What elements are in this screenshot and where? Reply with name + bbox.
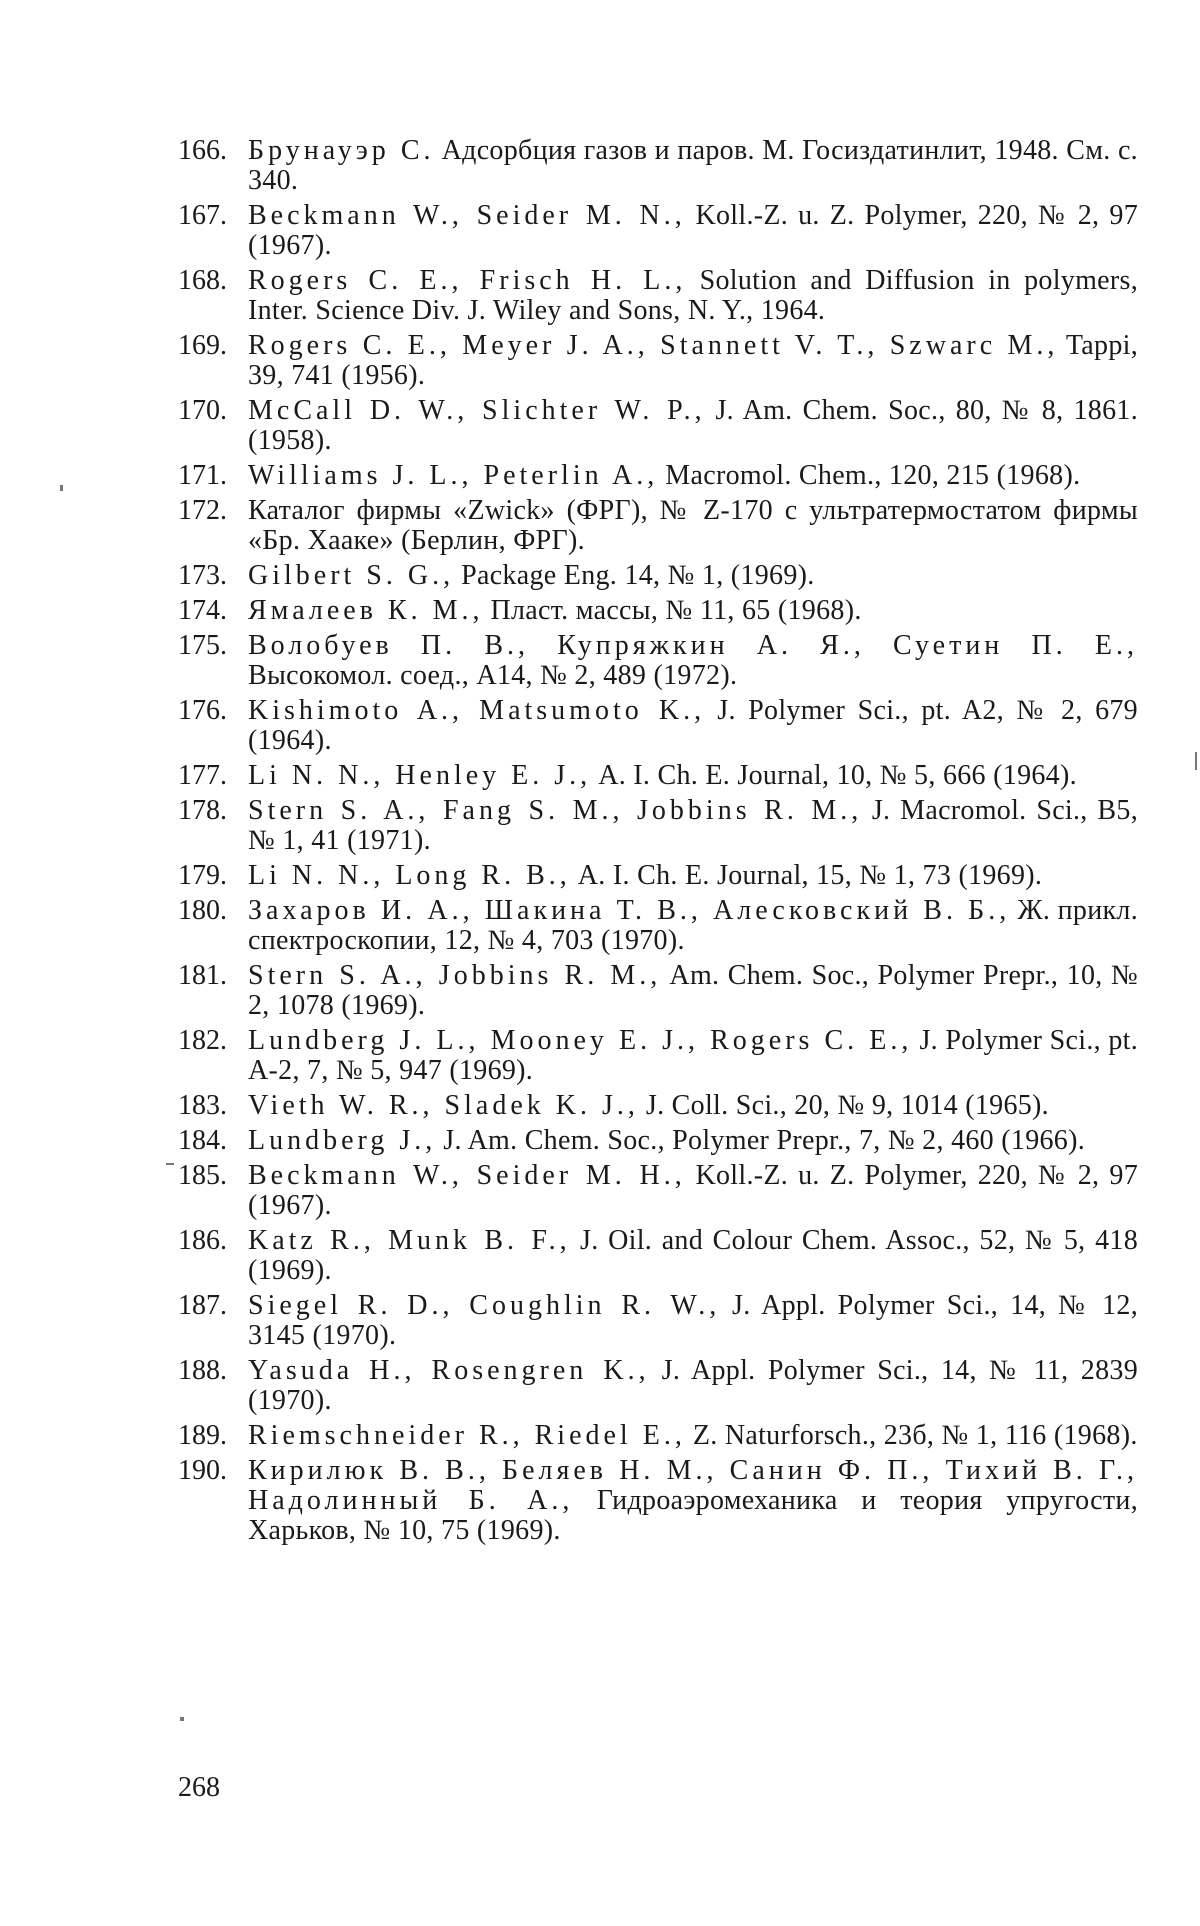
reference-authors: Li N. N., Henley E. J., xyxy=(248,760,592,791)
reference-details: Am. Chem. Soc., Polymer Prepr., 10, № 2, 1078 (1969). xyxy=(248,960,1139,1021)
reference-item xyxy=(178,596,1138,626)
reference-details: J. Polymer Sci., pt. A-2, 7, № 5, 947 (1969). xyxy=(248,1025,1139,1086)
scan-mark xyxy=(60,485,63,491)
reference-item xyxy=(178,861,1138,891)
reference-item xyxy=(178,696,1138,756)
reference-item xyxy=(178,1456,1138,1546)
reference-item xyxy=(178,1161,1138,1221)
reference-number: 176. xyxy=(178,695,227,726)
reference-authors: Katz R., Munk B. F., xyxy=(248,1225,571,1256)
reference-number: 187. xyxy=(178,1290,227,1321)
reference-number: 180. xyxy=(178,895,227,926)
reference-details: Solution and Diffusion in polymers, Inter. Science Div. J. Wiley and Sons, N. Y., 1964. xyxy=(248,265,1138,326)
reference-item xyxy=(178,1356,1138,1416)
reference-details: Package Eng. 14, № 1, (1969). xyxy=(461,560,815,591)
reference-item xyxy=(178,496,1138,556)
reference-details: Пласт. массы, № 11, 65 (1968). xyxy=(490,595,862,626)
reference-number: 190. xyxy=(178,1455,227,1486)
reference-number: 181. xyxy=(178,960,227,991)
reference-item xyxy=(178,1226,1138,1286)
reference-authors: Захаров И. А., Шакина Т. В., Алесковский В. Б., xyxy=(248,895,1011,926)
reference-details: Адсорбция газов и паров. М. Госиздатинлит, 1948. См. с. 340. xyxy=(248,135,1138,196)
reference-authors: Кирилюк В. В., Беляев Н. М., Санин Ф. П., Тихий В. Г., Надолинный Б. А., xyxy=(248,1455,1138,1516)
reference-number: 186. xyxy=(178,1225,227,1256)
reference-number: 167. xyxy=(178,200,227,231)
reference-details: Koll.-Z. u. Z. Polymer, 220, № 2, 97 (1967). xyxy=(248,1160,1138,1221)
reference-number: 182. xyxy=(178,1025,227,1056)
reference-authors: McCall D. W., Slichter W. P., xyxy=(248,395,706,426)
scan-mark xyxy=(166,1163,174,1165)
reference-number: 174. xyxy=(178,595,227,626)
reference-authors: Волобуев П. В., Купряжкин А. Я., Суетин П. Е., xyxy=(248,630,1138,661)
reference-details: J. Coll. Sci., 20, № 9, 1014 (1965). xyxy=(645,1090,1049,1121)
reference-details: A. I. Ch. E. Journal, 15, № 1, 73 (1969). xyxy=(577,860,1043,891)
reference-details: Высокомол. соед., А14, № 2, 489 (1972). xyxy=(248,660,738,691)
reference-details: Гидроаэромеханика и теория упругости, Харьков, № 10, 75 (1969). xyxy=(248,1485,1139,1546)
reference-authors: Gilbert S. G., xyxy=(248,560,455,591)
reference-authors: Брунауэр С. xyxy=(248,135,435,166)
reference-item xyxy=(178,396,1138,456)
reference-authors: Vieth W. R., Sladek K. J., xyxy=(248,1090,639,1121)
reference-item xyxy=(178,1421,1138,1451)
reference-authors: Riemschneider R., Riedel E., xyxy=(248,1420,686,1451)
reference-number: 175. xyxy=(178,630,227,661)
reference-details: Ж. прикл. спектроскопии, 12, № 4, 703 (1970). xyxy=(248,895,1138,956)
reference-number: 170. xyxy=(178,395,227,426)
reference-details: A. I. Ch. E. Journal, 10, № 5, 666 (1964). xyxy=(598,760,1077,791)
reference-number: 178. xyxy=(178,795,227,826)
reference-item xyxy=(178,136,1138,196)
scan-mark xyxy=(1195,752,1197,770)
reference-number: 169. xyxy=(178,330,227,361)
reference-authors: Stern S. A., Jobbins R. M., xyxy=(248,960,662,991)
reference-item xyxy=(178,961,1138,1021)
reference-item xyxy=(178,896,1138,956)
reference-item xyxy=(178,1026,1138,1086)
reference-authors: Siegel R. D., Coughlin R. W., xyxy=(248,1290,721,1321)
reference-details: Z. Naturforsch., 23б, № 1, 116 (1968). xyxy=(692,1420,1138,1451)
scan-mark xyxy=(180,1717,184,1721)
reference-item xyxy=(178,1091,1138,1121)
reference-authors: Yasuda H., Rosengren K., xyxy=(248,1355,650,1386)
reference-details: Macromol. Chem., 120, 215 (1968). xyxy=(665,460,1081,491)
reference-number: 172. xyxy=(178,495,227,526)
reference-authors: Lundberg J., xyxy=(248,1125,437,1156)
reference-number: 166. xyxy=(178,135,227,166)
reference-details: J. Polymer Sci., pt. A2, № 2, 679 (1964). xyxy=(248,695,1138,756)
reference-authors: Lundberg J. L., Mooney E. J., Rogers C. E., xyxy=(248,1025,913,1056)
reference-item xyxy=(178,761,1138,791)
reference-item xyxy=(178,1291,1138,1351)
reference-number: 171. xyxy=(178,460,227,491)
reference-authors: Stern S. A., Fang S. M., Jobbins R. M., xyxy=(248,795,863,826)
reference-details: Каталог фирмы «Zwick» (ФРГ), № Z-170 с ультратермостатом фирмы «Бр. Хааке» (Берлин, ФРГ). xyxy=(248,495,1138,556)
reference-number: 179. xyxy=(178,860,227,891)
reference-authors: Williams J. L., Peterlin A., xyxy=(248,460,659,491)
reference-details: J. Appl. Polymer Sci., 14, № 11, 2839 (1970). xyxy=(248,1355,1138,1416)
reference-number: 183. xyxy=(178,1090,227,1121)
reference-authors: Beckmann W., Seider M. H., xyxy=(248,1160,686,1191)
reference-authors: Ямалеев К. М., xyxy=(248,595,484,626)
reference-item xyxy=(178,561,1138,591)
reference-details: J. Am. Chem. Soc., 80, № 8, 1861. (1958). xyxy=(248,395,1139,456)
reference-authors: Beckmann W., Seider M. N., xyxy=(248,200,686,231)
reference-details: Koll.-Z. u. Z. Polymer, 220, № 2, 97 (1967). xyxy=(248,200,1138,261)
reference-details: J. Am. Chem. Soc., Polymer Prepr., 7, № 2, 460 (1966). xyxy=(443,1125,1086,1156)
reference-details: J. Macromol. Sci., B5, № 1, 41 (1971). xyxy=(248,795,1139,856)
reference-number: 168. xyxy=(178,265,227,296)
reference-number: 173. xyxy=(178,560,227,591)
reference-authors: Rogers C. E., Frisch H. L., xyxy=(248,265,687,296)
reference-number: 185. xyxy=(178,1160,227,1191)
reference-number: 177. xyxy=(178,760,227,791)
reference-list xyxy=(178,136,1138,1551)
reference-item xyxy=(178,266,1138,326)
reference-number: 188. xyxy=(178,1355,227,1386)
reference-item xyxy=(178,201,1138,261)
reference-number: 184. xyxy=(178,1125,227,1156)
reference-item xyxy=(178,631,1138,691)
reference-details: Tappi, 39, 741 (1956). xyxy=(248,330,1138,391)
reference-details: J. Oil. and Colour Chem. Assoc., 52, № 5, 418 (1969). xyxy=(248,1225,1138,1286)
page-number: 268 xyxy=(178,1772,220,1803)
reference-details: J. Appl. Polymer Sci., 14, № 12, 3145 (1970). xyxy=(248,1290,1139,1351)
reference-item xyxy=(178,461,1138,491)
reference-authors: Kishimoto A., Matsumoto K., xyxy=(248,695,706,726)
reference-number: 189. xyxy=(178,1420,227,1451)
reference-authors: Li N. N., Long R. B., xyxy=(248,860,571,891)
reference-item xyxy=(178,796,1138,856)
reference-item xyxy=(178,331,1138,391)
reference-authors: Rogers C. E., Meyer J. A., Stannett V. T., Szwarc M., xyxy=(248,330,1059,361)
reference-item xyxy=(178,1126,1138,1156)
